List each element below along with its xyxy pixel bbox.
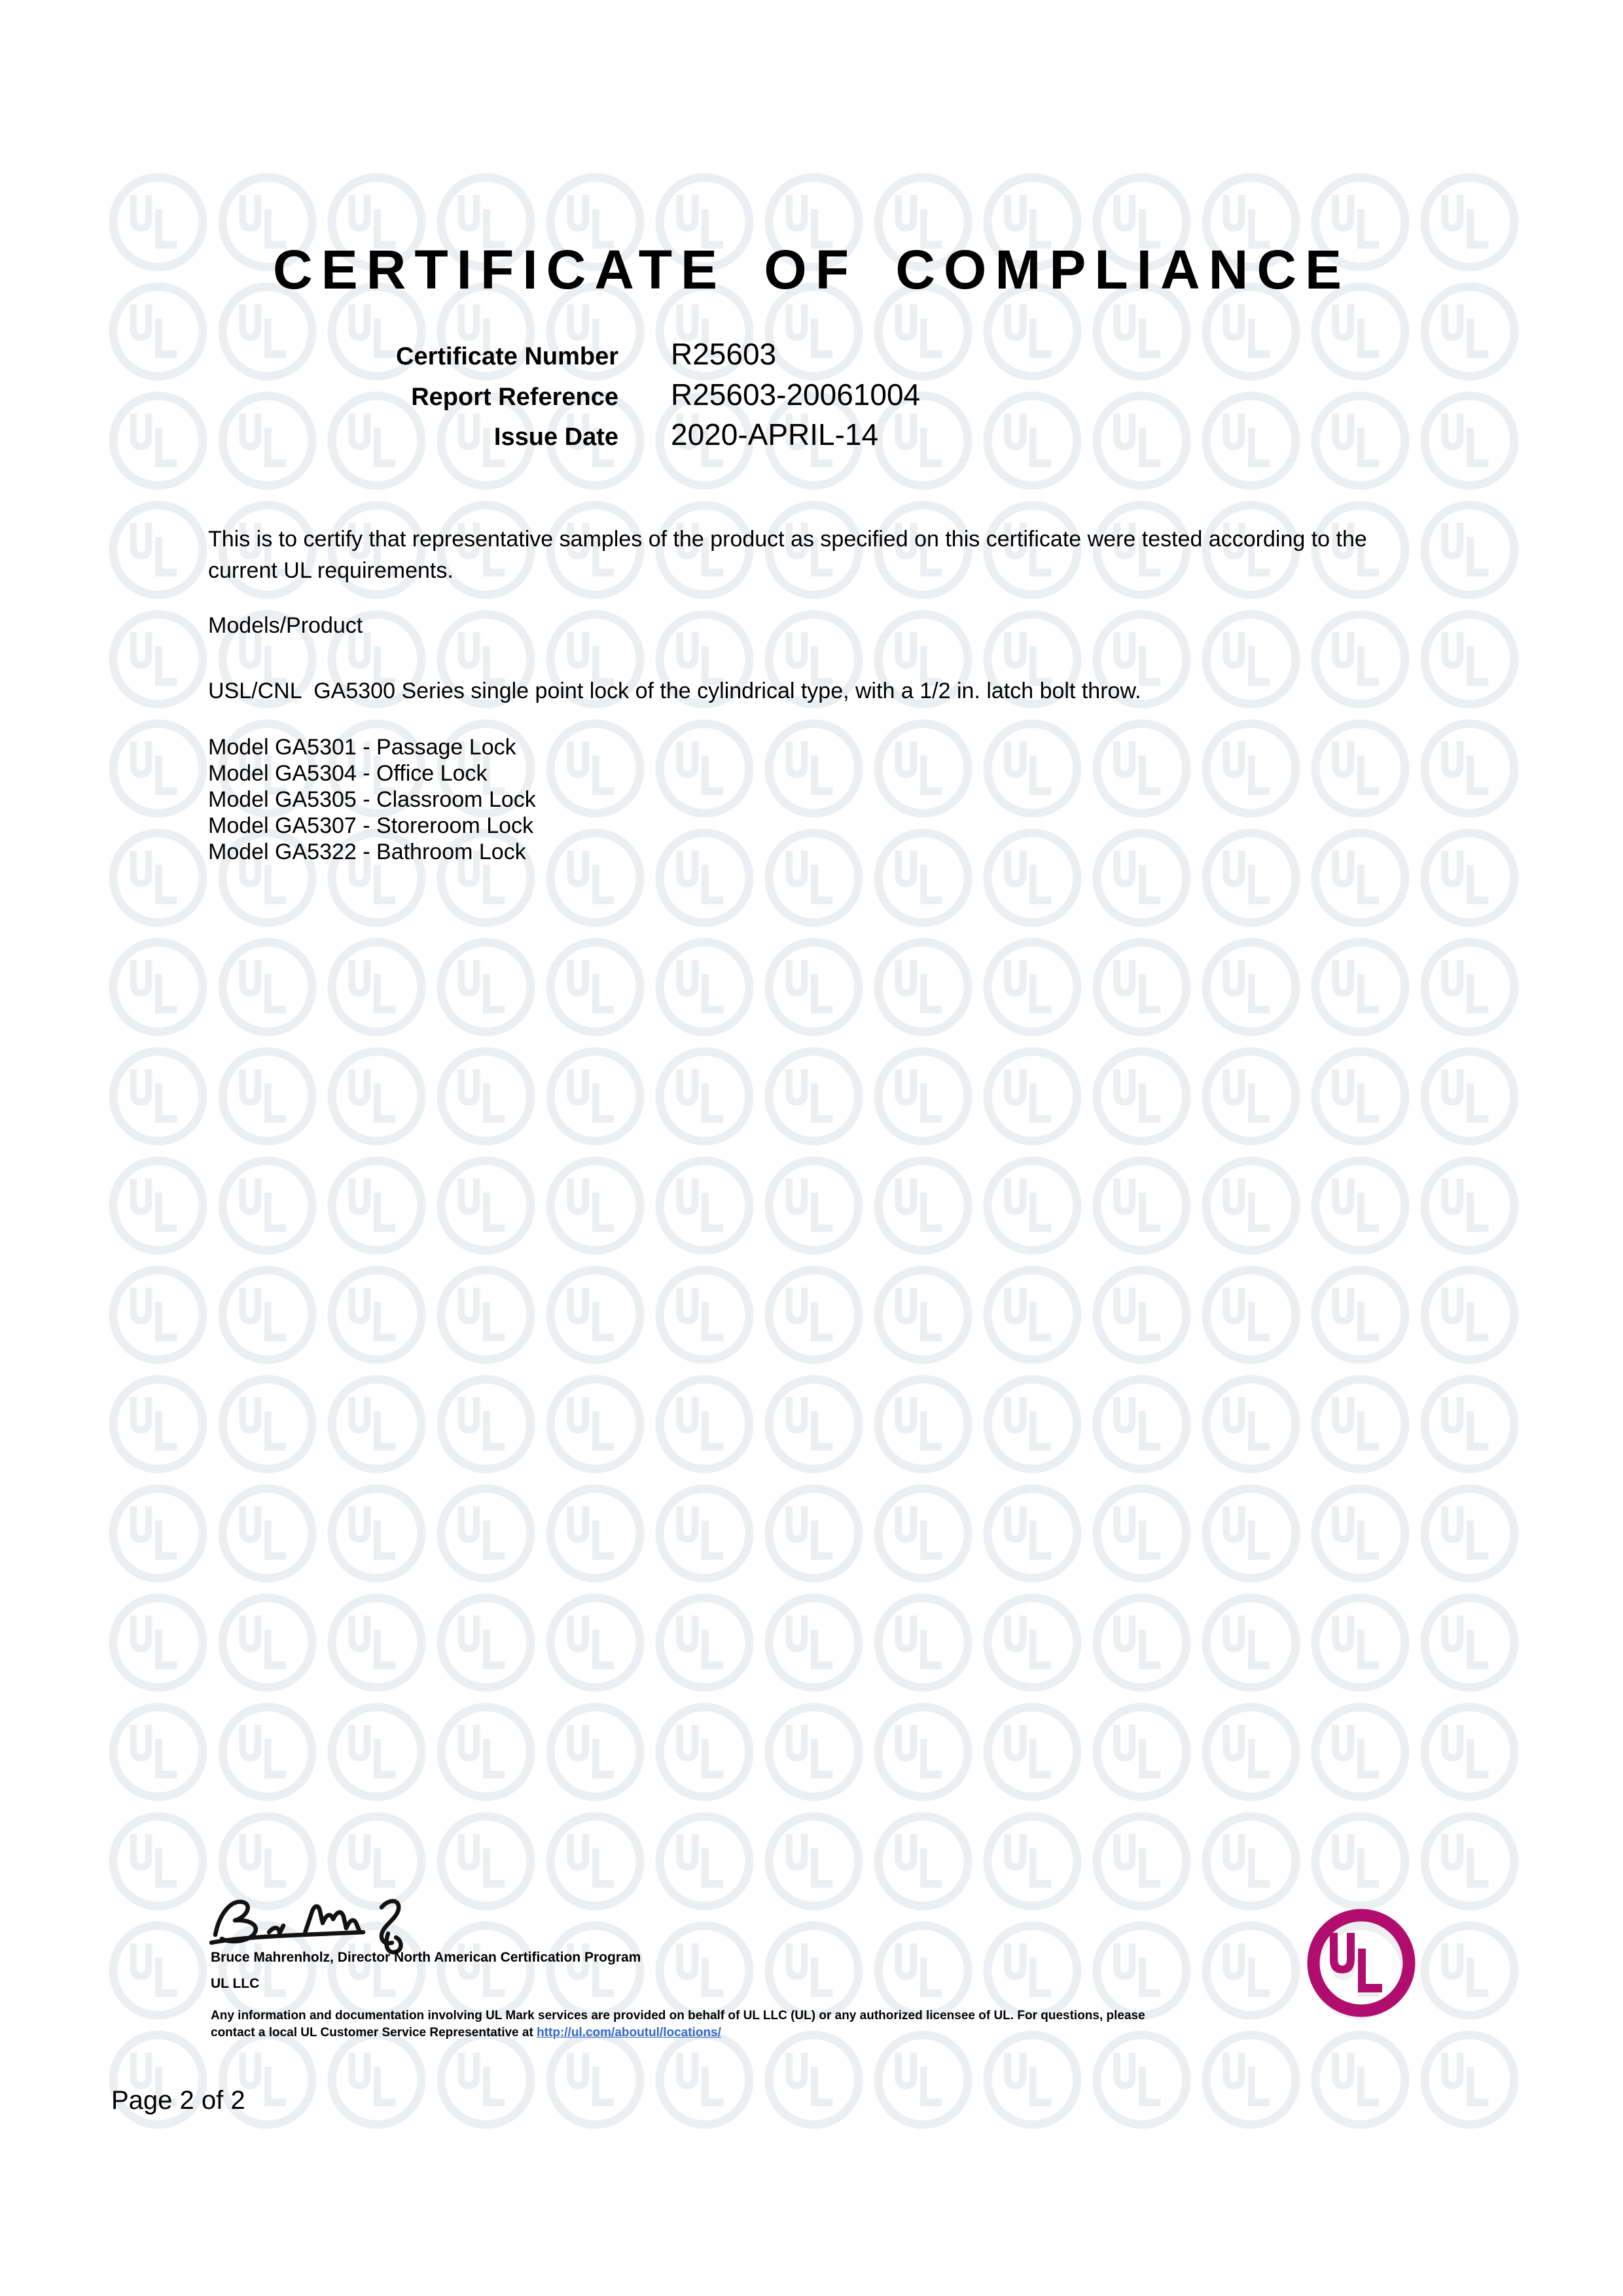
model-list-item: Model GA5301 - Passage Lock <box>208 735 516 760</box>
certify-paragraph: This is to certify that representative samples of the product as specified on this certificate were tested according to the current UL requirements. <box>208 527 1367 583</box>
ul-locations-link[interactable]: http://ul.com/aboutul/locations/ <box>537 2026 721 2040</box>
model-list-item: Model GA5305 - Classroom Lock <box>208 787 536 812</box>
certificate-number-label: Certificate Number <box>396 343 618 370</box>
page-number: Page 2 of 2 <box>111 2086 245 2115</box>
footer-disclaimer <box>211 2007 1232 2041</box>
model-list-item: Model GA5307 - Storeroom Lock <box>208 813 534 838</box>
issue-date-value: 2020-APRIL-14 <box>671 417 879 451</box>
ul-logo <box>1305 1907 1418 2019</box>
report-reference-value: R25603-20061004 <box>671 378 921 412</box>
models-product-heading: Models/Product <box>208 613 363 638</box>
model-list <box>208 734 536 865</box>
disclaimer-line1: Any information and documentation involving UL Mark services are provided on behalf of UL LLC (UL) or any authorized licensee of UL. For questions, please <box>211 2009 1145 2022</box>
company-name: UL LLC <box>211 1976 260 1991</box>
certificate-number-row <box>226 335 776 376</box>
series-description: USL/CNL GA5300 Series single point lock of the cylindrical type, with a 1/2 in. latch bolt throw. <box>208 679 1141 703</box>
page-title: CERTIFICATE OF COMPLIANCE <box>272 239 1351 300</box>
signature-image <box>206 1894 422 1954</box>
issue-date-label: Issue Date <box>493 423 618 451</box>
report-reference-label: Report Reference <box>411 383 618 411</box>
model-list-item: Model GA5304 - Office Lock <box>208 761 488 786</box>
report-reference-row <box>226 376 920 416</box>
signer-name-title: Bruce Mahrenholz, Director North American Certification Program <box>211 1950 641 1965</box>
disclaimer-line2-prefix: contact a local UL Customer Service Representative at <box>211 2026 537 2040</box>
issue-date-row <box>226 415 878 456</box>
model-list-item: Model GA5322 - Bathroom Lock <box>208 839 526 864</box>
certificate-number-value: R25603 <box>671 337 777 371</box>
